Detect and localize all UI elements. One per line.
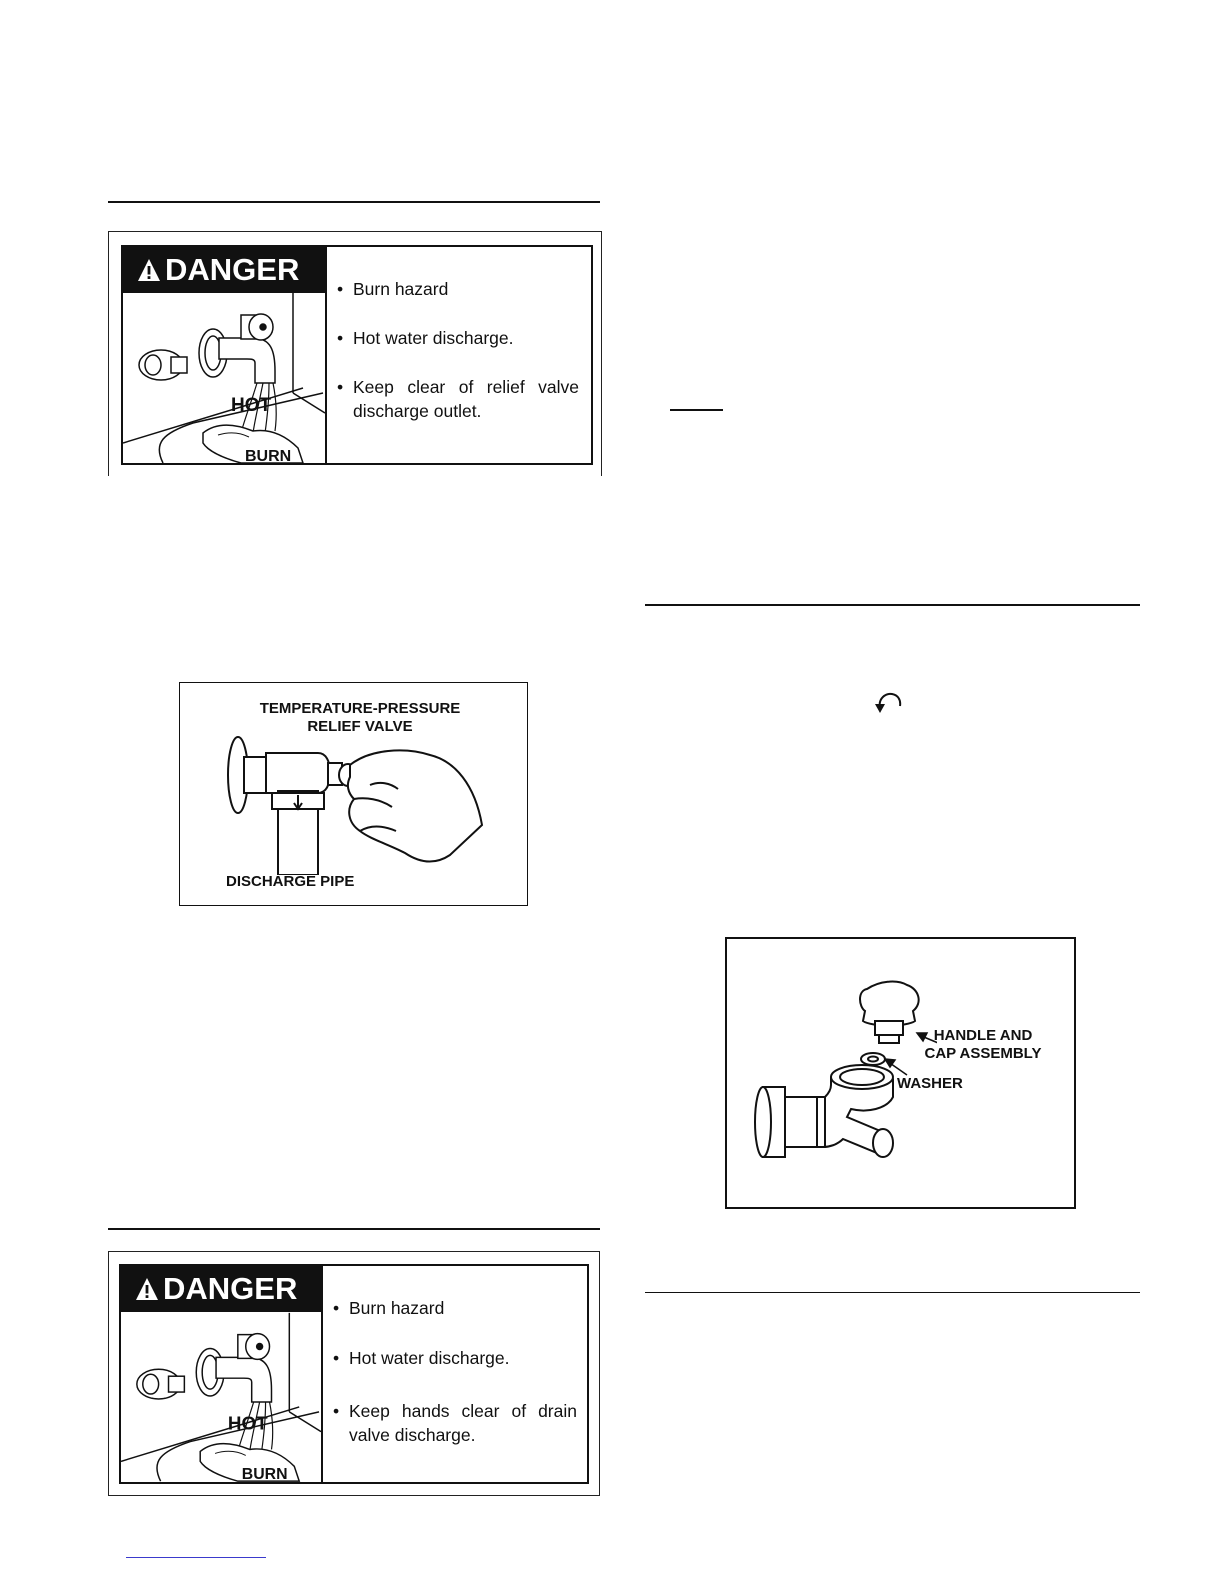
hot-text: HOT: [231, 395, 272, 416]
burn-text: BURN: [241, 1466, 288, 1482]
danger-header: DANGER: [123, 247, 327, 293]
section-rule-top-left: [108, 201, 600, 203]
burn-text: BURN: [245, 448, 292, 463]
relief-valve-label: TEMPERATURE-PRESSURE RELIEF VALVE: [259, 700, 461, 735]
relief-valve-illustration: [220, 735, 490, 875]
handle-cap-label: HANDLE AND CAP ASSEMBLY: [924, 1027, 1042, 1062]
hot-water-burn-illustration: [121, 1312, 321, 1482]
drain-valve-figure: [725, 937, 1076, 1209]
danger-label-relief-valve: DANGER HOT BURN • Burn hazard • Hot water discharge. • Keep clear of relief valve discharge outlet.: [108, 231, 602, 476]
danger-item: Burn hazard: [349, 1298, 445, 1318]
footer-link-underline: [126, 1557, 266, 1558]
warning-triangle-icon: [135, 1268, 159, 1313]
danger-item: Hot water discharge.: [353, 328, 514, 348]
hot-water-burn-illustration: [123, 293, 325, 463]
underline-mark: [670, 409, 723, 411]
section-rule-bottom-left: [108, 1228, 600, 1230]
danger-item: Keep clear of relief valve discharge outlet.: [353, 377, 579, 421]
washer-label: WASHER: [897, 1075, 963, 1092]
warning-triangle-icon: [137, 249, 161, 294]
danger-item: Hot water discharge.: [349, 1348, 510, 1368]
section-rule-bottom-right: [645, 1292, 1140, 1293]
relief-valve-figure: [179, 682, 528, 906]
section-rule-mid-right: [645, 604, 1140, 606]
discharge-pipe-label: DISCHARGE PIPE: [226, 873, 355, 890]
hot-text: HOT: [227, 1412, 268, 1434]
counterclockwise-arrow-icon: [874, 690, 904, 716]
danger-label-drain-valve: DANGER HOT BURN • Burn hazard • Hot water discharge. • Keep hands clear of drain valve discharge.: [108, 1251, 600, 1496]
danger-header: DANGER: [121, 1266, 323, 1312]
danger-item: Burn hazard: [353, 279, 449, 299]
drain-valve-illustration: [747, 969, 937, 1179]
danger-item: Keep hands clear of drain valve discharge.: [349, 1401, 577, 1445]
